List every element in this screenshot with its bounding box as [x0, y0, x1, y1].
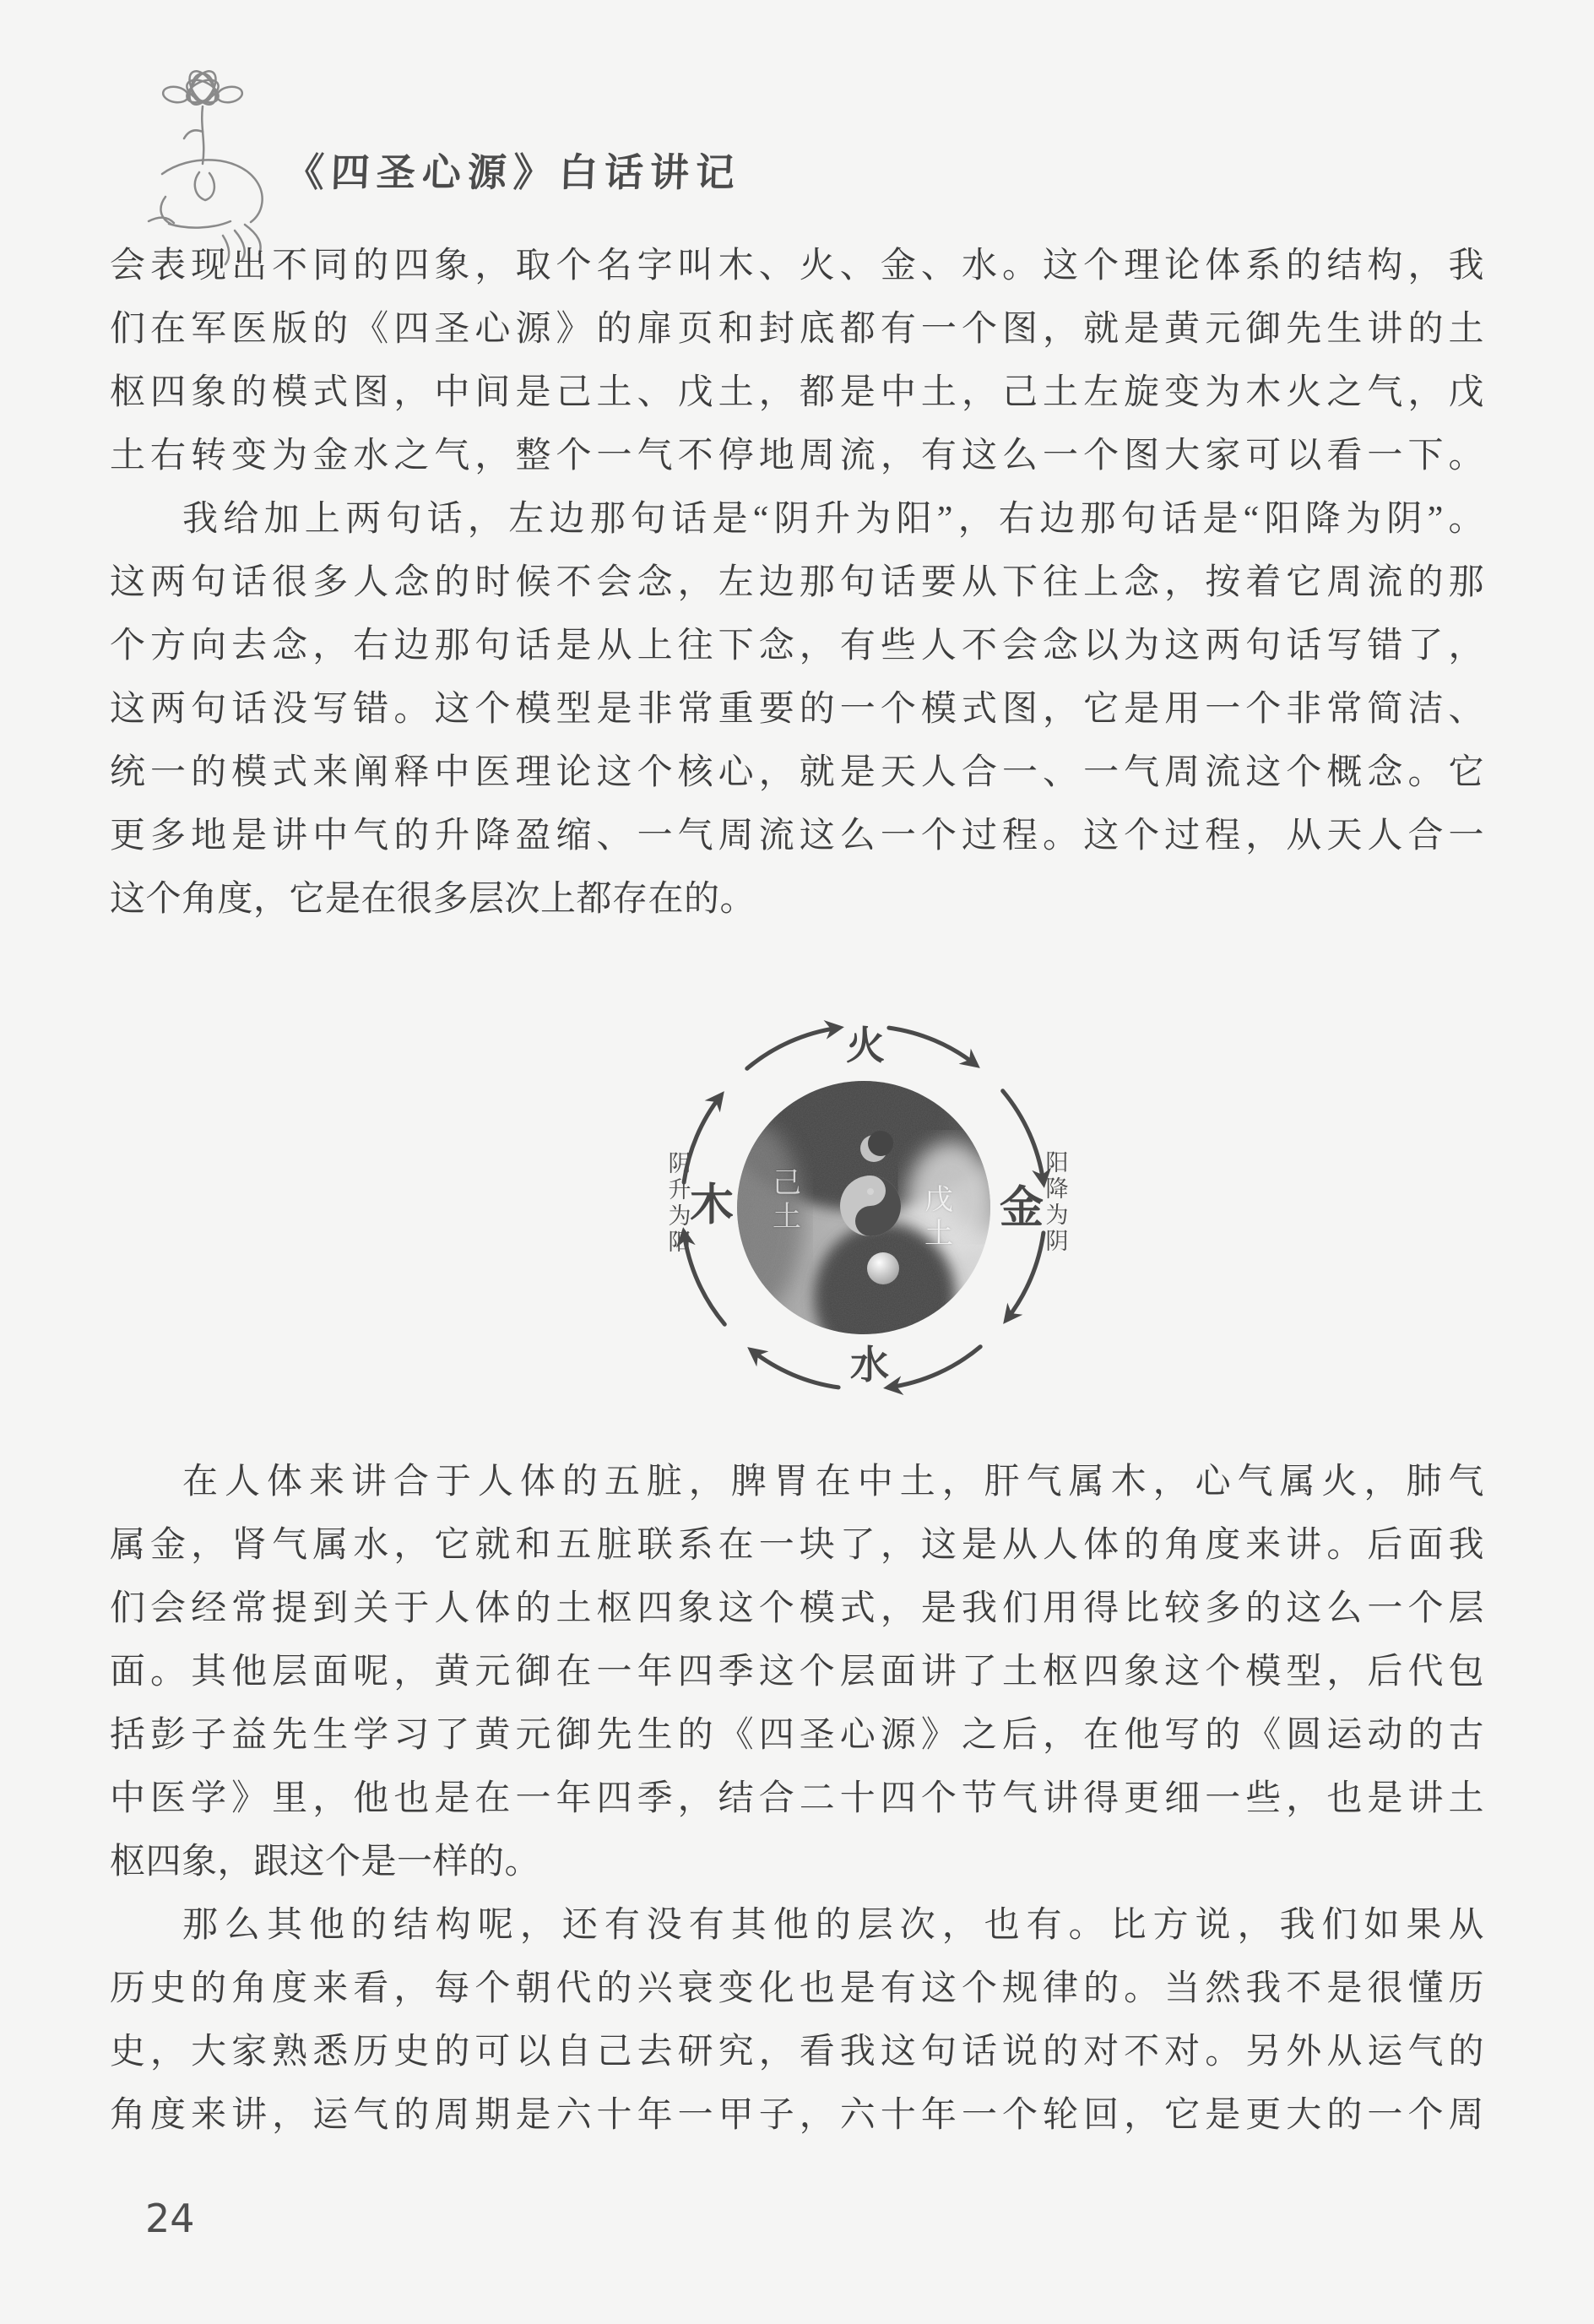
body-text-line: 们在军医版的《四圣心源》的扉页和封底都有一个图，就是黄元御先生讲的土: [110, 310, 1484, 349]
body-text-line: 在人体来讲合于人体的五脏，脾胃在中土，肝气属木，心气属火，肺气: [182, 1463, 1484, 1501]
body-text-line: 土右转变为金水之气，整个一气不停地周流，有这么一个图大家可以看一下。: [110, 437, 1484, 475]
diagram-label-wu-earth: 戊土: [919, 1184, 952, 1252]
body-text-upper: [110, 235, 1484, 931]
body-text-line: 属金，肾气属水，它就和五脏联系在一块了，这是从人体的角度来讲。后面我: [110, 1526, 1484, 1565]
body-text-line: 我给加上两句话，左边那句话是“阴升为阳”，右边那句话是“阳降为阴”。: [182, 500, 1484, 539]
body-text-line: 更多地是讲中气的升降盈缩、一气周流这么一个过程。这个过程，从天人合一: [110, 817, 1484, 855]
diagram-label-fire: 火: [846, 1024, 885, 1067]
body-text-line: 们会经常提到关于人体的土枢四象这个模式，是我们用得比较多的这么一个层: [110, 1589, 1484, 1628]
body-text-line: 个方向去念，右边那句话是从上往下念，有些人不会念以为这两句话写错了，: [110, 627, 1484, 665]
body-text-line: 角度来讲，运气的周期是六十年一甲子，六十年一个轮回，它是更大的一个周: [110, 2096, 1484, 2135]
body-text-line: 会表现出不同的四象，取个名字叫木、火、金、水。这个理论体系的结构，我: [110, 247, 1484, 285]
body-text-line: 这两句话很多人念的时候不会念，左边那句话要从下往上念，按着它周流的那: [110, 563, 1484, 602]
tu-shu-sixiang-diagram: [627, 996, 1100, 1419]
body-text-line: 这个角度，它是在很多层次上都存在的。: [110, 880, 756, 919]
diagram-caption-yang-descends: 阳降为阴: [1042, 1150, 1068, 1255]
book-title: 《四圣心源》白话讲记: [284, 151, 742, 194]
diagram-label-water: 水: [850, 1344, 889, 1387]
body-text-line: 枢四象，跟这个是一样的。: [110, 1843, 541, 1881]
body-text-line: 枢四象的模式图，中间是己土、戊土，都是中土，己土左旋变为木火之气，戊: [110, 373, 1484, 412]
body-text-lower: [110, 1451, 1484, 2148]
body-text-line: 那么其他的结构呢，还有没有其他的层次，也有。比方说，我们如果从: [182, 1906, 1484, 1945]
diagram-label-ji-earth: 己土: [767, 1167, 800, 1235]
diagram-caption-yin-rises: 阴升为阳: [664, 1151, 691, 1256]
body-text-line: 这两句话没写错。这个模型是非常重要的一个模式图，它是用一个非常简洁、: [110, 690, 1484, 729]
page-number: 24: [145, 2196, 195, 2241]
body-text-line: 面。其他层面呢，黄元御在一年四季这个层面讲了土枢四象这个模型，后代包: [110, 1653, 1484, 1691]
diagram-label-wood: 木: [689, 1181, 735, 1230]
body-text-line: 史，大家熟悉历史的可以自己去研究，看我这句话说的对不对。另外从运气的: [110, 2033, 1484, 2072]
body-text-line: 中医学》里，他也是在一年四季，结合二十四个节气讲得更细一些，也是讲土: [110, 1779, 1484, 1818]
body-text-line: 历史的角度来看，每个朝代的兴衰变化也是有这个规律的。当然我不是很懂历: [110, 1969, 1484, 2008]
body-text-line: 统一的模式来阐释中医理论这个核心，就是天人合一、一气周流这个概念。它: [110, 753, 1484, 792]
diagram-label-metal: 金: [999, 1184, 1044, 1233]
body-text-line: 括彭子益先生学习了黄元御先生的《四圣心源》之后，在他写的《圆运动的古: [110, 1716, 1484, 1755]
